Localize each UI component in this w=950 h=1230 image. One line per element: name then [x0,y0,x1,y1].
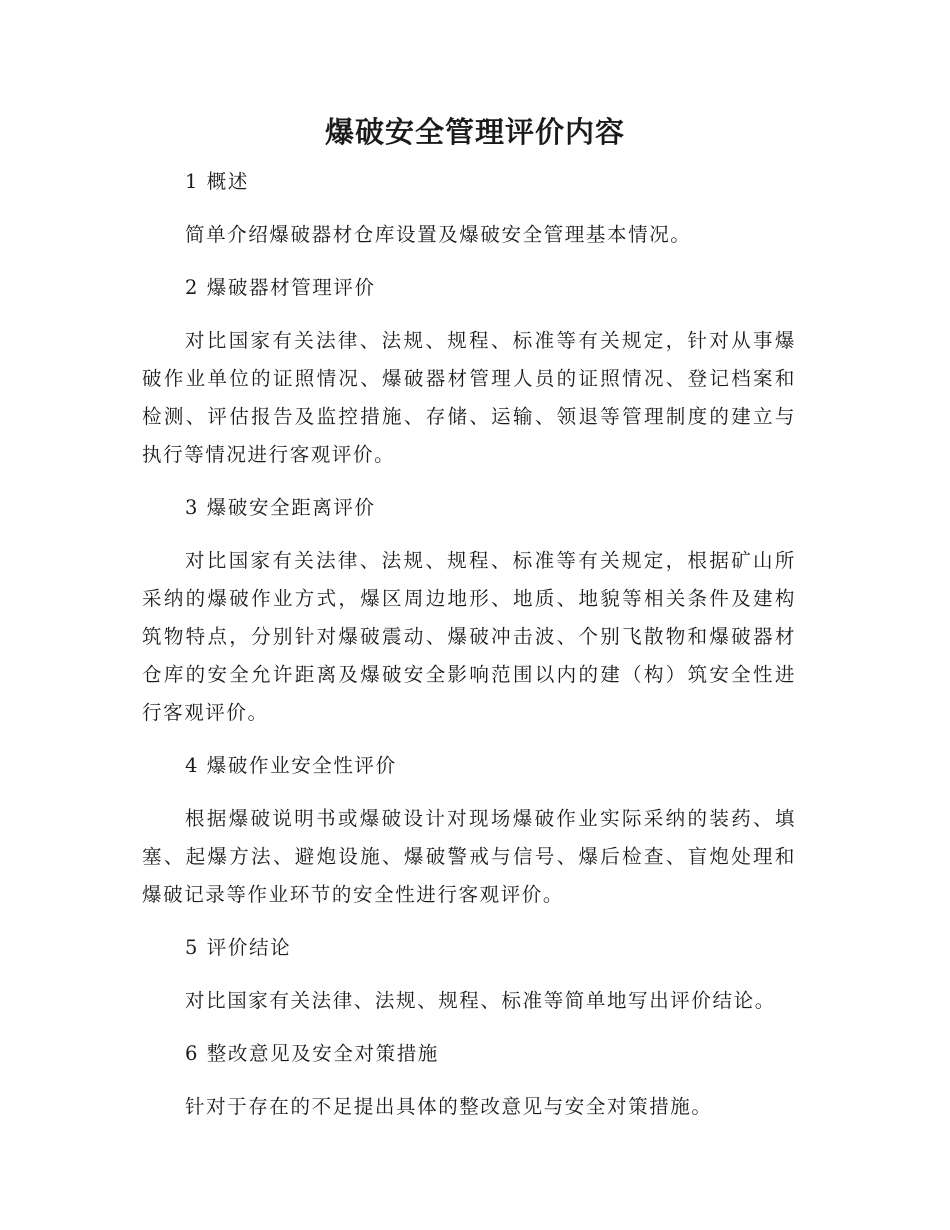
section-paragraph-conclusion: 对比国家有关法律、法规、规程、标准等简单地写出评价结论。 [185,989,776,1012]
section-paragraph-operation: 根据爆破说明书或爆破设计对现场爆破作业实际采纳的装药、填塞、起爆方法、避炮设施、爆破警戒与信号、爆后检查、盲炮处理和爆破记录等作业环节的安全性进行客观评价。 [142,807,796,906]
section-heading-overview: 1 概述 [185,170,250,193]
section-paragraph-measures: 针对于存在的不足提出具体的整改意见与安全对策措施。 [185,1095,713,1118]
section-paragraph-distance: 对比国家有关法律、法规、规程、标准等有关规定，根据矿山所采纳的爆破作业方式，爆区周边地形、地质、地貌等相关条件及建构筑物特点，分别针对爆破震动、爆破冲击波、个别飞散物和爆破器材仓库的安全允许距离及爆破安全影响范围以内的建（构）筑安全性进行客观评价。 [142,549,796,724]
section-heading-measures: 6 整改意见及安全对策措施 [185,1042,439,1065]
section-paragraph-materials: 对比国家有关法律、法规、规程、标准等有关规定，针对从事爆破作业单位的证照情况、爆破器材管理人员的证照情况、登记档案和检测、评估报告及监控措施、存储、运输、领退等管理制度的建立与执行等情况进行客观评价。 [142,329,796,466]
section-heading-operation: 4 爆破作业安全性评价 [185,754,397,777]
section-heading-distance: 3 爆破安全距离评价 [185,496,376,519]
section-paragraph-overview: 简单介绍爆破器材仓库设置及爆破安全管理基本情况。 [185,223,692,246]
document-body [142,163,796,1141]
section-heading-materials: 2 爆破器材管理评价 [185,276,376,299]
page-title: 爆破安全管理评价内容 [324,115,625,149]
section-heading-conclusion: 5 评价结论 [185,936,292,959]
